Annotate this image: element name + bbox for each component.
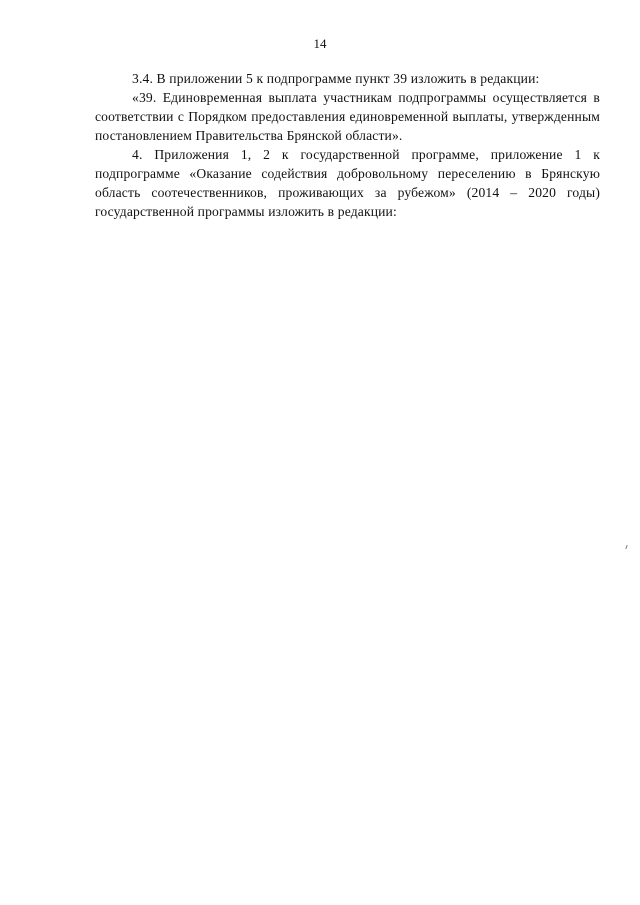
paragraph-3-4: 3.4. В приложении 5 к подпрограмме пункт 39 изложить в редакции:	[132, 71, 540, 86]
paragraph-4: 4. Приложения 1, 2 к государственной программе, приложение 1 к подпрограмме «Оказание содействия добровольному переселению в Брянскую область соотечественников, проживающих за рубежом» (2014 – 2020 годы) государственной программы изложить в редакции:	[95, 147, 600, 219]
scan-artifact	[625, 545, 627, 549]
page-number: 14	[313, 36, 327, 51]
document-body	[95, 69, 600, 221]
paragraph-39-quote: «39. Единовременная выплата участникам подпрограммы осуществляется в соответствии с Порядком предоставления единовременной выплаты, утвержденным постановлением Правительства Брянской области».	[95, 90, 600, 143]
